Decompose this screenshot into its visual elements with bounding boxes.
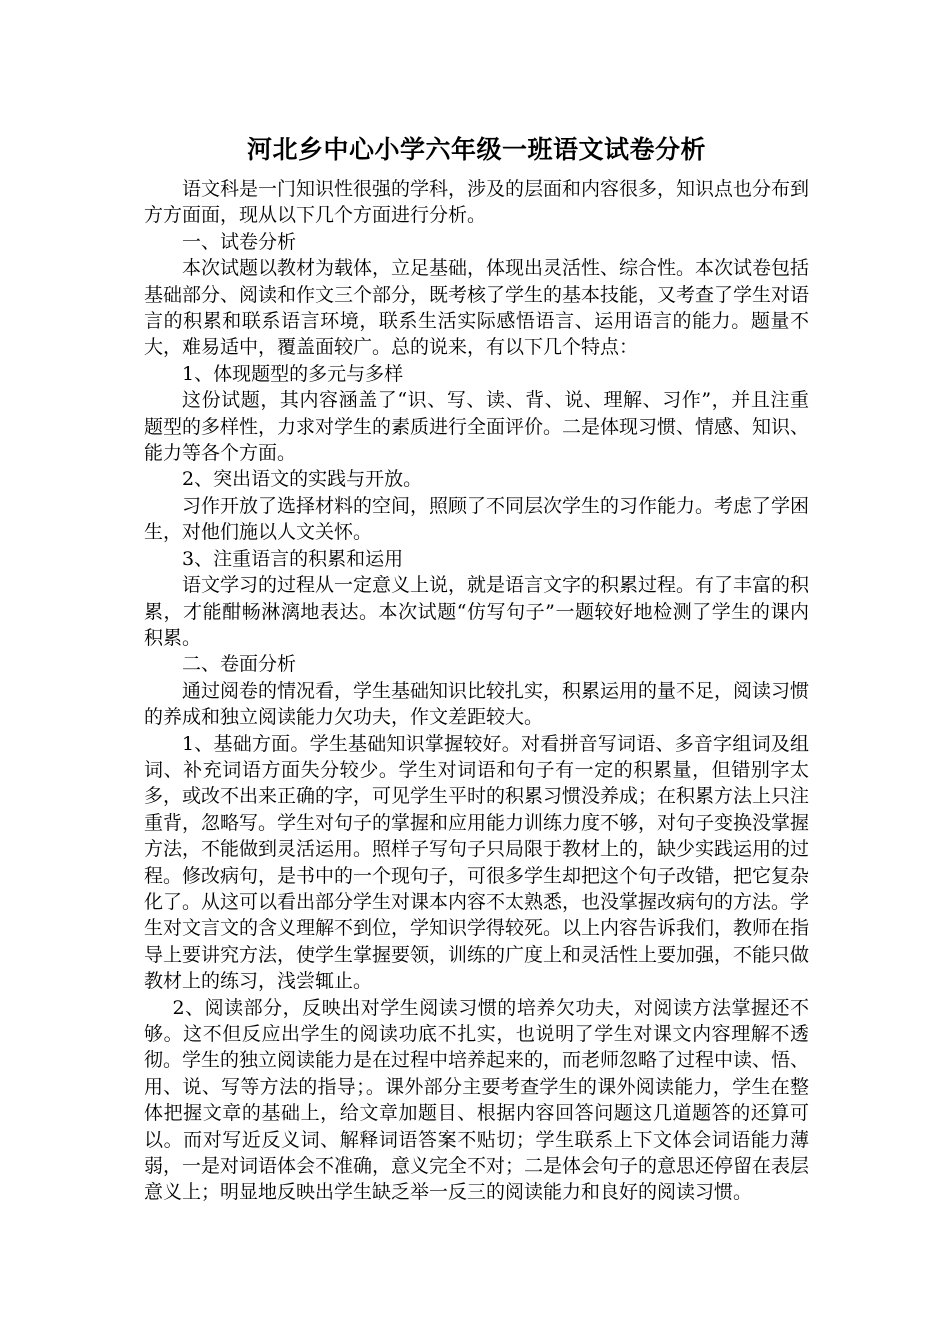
document-title: 河北乡中心小学六年级一班语文试卷分析 (246, 135, 706, 164)
reading-paragraph: 2、阅读部分，反映出对学生阅读习惯的培养欠功夫，对阅读方法掌握还不够。这不但反应出学生的阅读功底不扎实，也说明了学生对课文内容理解不透彻。学生的独立阅读能力是在过程中培养起来的，而老师忽略了过程中读、悟、用、说、写等方法的指导；。课外部分主要考查学生的课外阅读能力，学生在整体把握文章的基础上，给文章加题目、根据内容回答问题这几道题答的还算可以。而对写近反义词、解释词语答案不贴切；学生联系上下文体会词语能力薄弱，一是对词语体会不准确，意义完全不对；二是体会句子的意思还停留在表层意义上；明显地反映出学生缺乏举一反三的阅读能力和良好的阅读习惯。 (144, 996, 810, 1204)
section-heading-answer-analysis: 二、卷面分析 (182, 653, 297, 676)
basics-paragraph: 1、基础方面。学生基础知识掌握较好。对看拼音写词语、多音字组词及组词、补充词语方面失分较少。学生对词语和句子有一定的积累量，但错别字太多，或改不出来正确的字，可见学生平时的积累习惯没养成；在积累方法上只注重背，忽略写。学生对句子的掌握和应用能力训练力度不够，对句子变换没掌握方法，不能做到灵活运用。照样子写句子只局限于教材上的，缺少实践运用的过程。修改病句，是书中的一个现句子，可很多学生却把这个句子改错，把它复杂化了。从这可以看出部分学生对课本内容不太熟悉，也没掌握改病句的方法。学生对文言文的含义理解不到位，学知识学得较死。以上内容告诉我们，教师在指导上要讲究方法，使学生掌握要领，训练的广度上和灵活性上要加强，不能只做教材上的练习，浅尝辄止。 (144, 732, 810, 993)
feature-heading-1: 1、体现题型的多元与多样 (182, 362, 404, 385)
feature-paragraph-3: 语文学习的过程从一定意义上说，就是语言文字的积累过程。有了丰富的积累，才能酣畅淋漓地表达。本次试题“仿写句子”一题较好地检测了学生的课内积累。 (144, 574, 810, 649)
feature-paragraph-2: 习作开放了选择材料的空间，照顾了不同层次学生的习作能力。考虑了学困生，对他们施以人文关怀。 (144, 494, 810, 544)
feature-heading-3: 3、注重语言的积累和运用 (182, 547, 404, 570)
paper-analysis-paragraph: 本次试题以教材为载体，立足基础，体现出灵活性、综合性。本次试卷包括基础部分、阅读和作文三个部分，既考核了学生的基本技能，又考查了学生对语言的积累和联系语言环境，联系生活实际感悟语言、运用语言的能力。题量不大，难易适中，覆盖面较广。总的说来，有以下几个特点： (144, 257, 810, 359)
answer-analysis-paragraph: 通过阅卷的情况看，学生基础知识比较扎实，积累运用的量不足，阅读习惯的养成和独立阅读能力欠功夫，作文差距较大。 (144, 679, 810, 729)
feature-heading-2: 2、突出语文的实践与开放。 (182, 468, 423, 491)
section-heading-paper-analysis: 一、试卷分析 (182, 230, 297, 253)
intro-paragraph: 语文科是一门知识性很强的学科，涉及的层面和内容很多，知识点也分布到方方面面，现从以下几个方面进行分析。 (144, 178, 810, 227)
document-body (144, 130, 809, 1206)
feature-paragraph-1: 这份试题，其内容涵盖了“识、写、读、背、说、理解、习作”，并且注重题型的多样性，力求对学生的素质进行全面评价。二是体现习惯、情感、知识、能力等各个方面。 (144, 389, 810, 465)
